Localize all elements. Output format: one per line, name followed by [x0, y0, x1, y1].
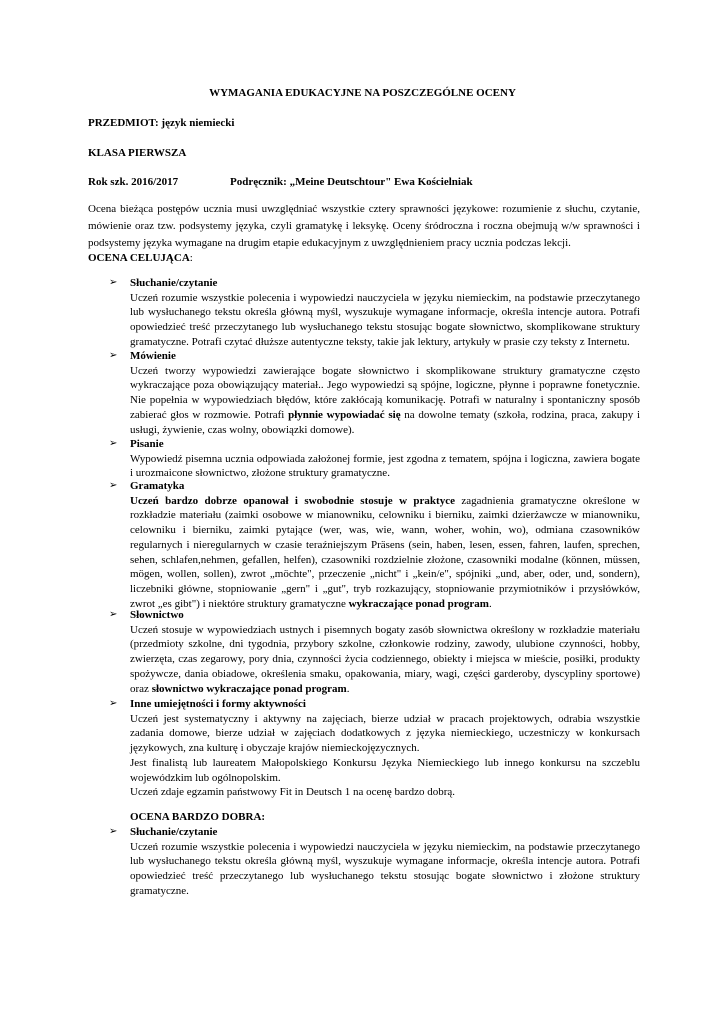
section-text: Wypowiedź pisemna ucznia odpowiada założonej formie, jest zgodna z tematem, spójna i logiczna, zawiera bogate i urozmaicone słownictwo, złożone struktury gramatyczne. — [130, 452, 640, 480]
grade-celujaca-colon: : — [189, 252, 193, 264]
bullet-arrow-icon: ➢ — [109, 826, 118, 837]
section-title: Słuchanie/czytanie — [130, 277, 218, 289]
section-body — [130, 364, 640, 438]
section-body — [130, 452, 640, 481]
section-body — [130, 712, 640, 800]
section-body — [130, 494, 640, 612]
section-text: . — [346, 682, 350, 695]
grade-celujaca-label: OCENA CELUJĄCA — [88, 252, 190, 264]
section-text-bold: słownictwo wykraczające ponad program — [151, 682, 347, 695]
section-text: Uczeń jest systematyczny i aktywny na zajęciach, bierze udział w pracach projektowych, odrabia wszystkie zadania domowe, bierze udział w zajęciach dodatkowych z języka niemieckiego, uczestniczy w konkursach językowych, zna kulturę i obyczaje krajów niemieckojęzycznych. — [130, 712, 640, 755]
section-gramatyka — [109, 479, 640, 611]
section-title: Słownictwo — [130, 609, 184, 621]
section-title: Inne umiejętności i formy aktywności — [130, 698, 306, 710]
section-slownictwo — [109, 608, 640, 696]
section-title: Gramatyka — [130, 480, 185, 492]
section-text: Jest finalistą lub laureatem Małopolskiego Konkursu Języka Niemieckiego lub innego konkursu na szczeblu wojewódzkim lub ogólnopolskim. — [130, 756, 640, 784]
bullet-arrow-icon: ➢ — [109, 277, 118, 288]
school-year: Rok szk. 2016/2017 — [88, 176, 179, 188]
section-mowienie — [109, 349, 640, 437]
section-text: Uczeń stosuje w wypowiedziach ustnych i pisemnych bogaty zasób słownictwa określony w rozkładzie materiału (przedmioty szkolne, dni tygodnia, przybory szkolne, członkowie rodziny, zawody, ulubione czynności, hobby, zwierzęta, czas zegarowy, pory dnia, czynności życia codziennego, obiekty i miejsca w mieście, posiłki, produkty spożywcze, dania obiadowe, określenia smaku, opakowania, miary, wagi, części garderoby, dyscypliny sportowe) oraz — [130, 623, 640, 695]
section-text: . — [488, 597, 492, 610]
bullet-arrow-icon: ➢ — [109, 480, 118, 491]
subject-line: PRZEDMIOT: język niemiecki — [88, 117, 235, 129]
section-text-bold: Uczeń bardzo dobrze opanował i swobodnie stosuje w praktyce — [130, 494, 455, 507]
section-bd-sluchanie — [109, 825, 640, 899]
bullet-arrow-icon: ➢ — [109, 350, 118, 361]
section-text: Uczeń rozumie wszystkie polecenia i wypowiedzi nauczyciela w języku niemieckim, na podstawie przeczytanego lub wysłuchanego tekstu określa główną myśl, wyszukuje wymagane informacje, określa intencje autora. Potrafi opowiedzieć treść przeczytanego lub wysłuchanego tekstu stosując bogate słownictwo i złożone struktury gramatyczne. — [130, 840, 640, 897]
section-body — [130, 840, 640, 899]
intro-paragraph: Ocena bieżąca postępów ucznia musi uwzględniać wszystkie cztery sprawności językowe: rozumienie z słuchu, czytanie, mówienie oraz tzw. podsystemy języka, czyli gramatykę i leksykę. Oceny śródroczna i roczna obejmują w/w sprawności i podsystemy języka wymagane na drugim etapie edukacyjnym z uwzględnieniem pracy ucznia podczas lekcji. — [88, 203, 640, 249]
document-title: WYMAGANIA EDUKACYJNE NA POSZCZEGÓLNE OCENY — [209, 87, 516, 99]
section-sluchanie — [109, 276, 640, 350]
class-line: KLASA PIERWSZA — [88, 147, 187, 159]
section-body — [130, 623, 640, 697]
section-text: Uczeń zdaje egzamin państwowy Fit in Deutsch 1 na ocenę bardzo dobrą. — [130, 786, 455, 799]
textbook-line: Podręcznik: „Meine Deutschtour" Ewa Kościelniak — [230, 176, 473, 188]
grade-celujaca-heading — [88, 251, 193, 265]
grade-bardzo-dobra-heading: OCENA BARDZO DOBRA: — [130, 811, 266, 823]
section-text-bold: płynnie wypowiadać się — [288, 408, 401, 421]
section-body — [130, 291, 640, 350]
section-text: Uczeń tworzy wypowiedzi zawierające bogate słownictwo i skomplikowane struktury gramatyczne często wykraczające poza obowiązujący materiał.. Jego wypowiedzi są spójne, logiczne, płynne i poprawne fonetycznie. Nie popełnia w wypowiedziach błędów, które zakłócają komunikację. Potrafi w naturalny i spontaniczny sposób zabierać głos w rozmowie. Potrafi — [130, 364, 640, 421]
section-text: na dowolne tematy (szkoła, rodzina, praca, zakupy i usługi, żywienie, czas wolny, obowiązki domowe). — [130, 408, 641, 436]
section-text: zagadnienia gramatyczne określone w rozkładzie materiału (zaimki osobowe w mianowniku, celowniku i bierniku, zaimki dzierżawcze w mianowniku, celowniku i bierniku, zaimki pytające (wer, was, wie, wann, woher, wohin, wo), odmiana czasowników regularnych i nieregularnych w czasie teraźniejszym Präsens (sein, haben, lesen, essen, fahren, laufen, sprechen, sehen, schlafen,nehmen, gefallen, helfen), czasowniki rozdzielnie złożone, czasowniki modalne (können, müssen, mögen, wollen, sollen), zwrot „möchte", przeczenie „nicht" i „kein/e", spójniki „und, aber, oder, und, sondern), liczebniki główne, stopniowanie „gern" i „gut", tryb rozkazujący, stopniowanie przymiotników i przysłówków, zwrot „es gibt") i niektóre struktury gramatyczne — [130, 494, 641, 610]
bullet-arrow-icon: ➢ — [109, 438, 118, 449]
section-title: Pisanie — [130, 438, 164, 450]
section-inne — [109, 697, 640, 800]
section-pisanie — [109, 437, 640, 481]
section-text-bold: wykraczające ponad program — [348, 597, 489, 610]
bullet-arrow-icon: ➢ — [109, 609, 118, 620]
section-text: Uczeń rozumie wszystkie polecenia i wypowiedzi nauczyciela w języku niemieckim, na podstawie przeczytanego lub wysłuchanego tekstu określa główną myśl, wyszukuje wymagane informacje, określa intencje autora. Potrafi opowiedzieć treść przeczytanego lub wysłuchanego tekstu stosując bogate słownictwo, skomplikowane struktury gramatyczne. Potrafi czytać dłuższe autentyczne teksty, takie jak lektury, artykuły w prasie czy teksty z Internetu. — [130, 291, 640, 348]
section-title: Słuchanie/czytanie — [130, 826, 218, 838]
bullet-arrow-icon: ➢ — [109, 698, 118, 709]
section-title: Mówienie — [130, 350, 176, 362]
